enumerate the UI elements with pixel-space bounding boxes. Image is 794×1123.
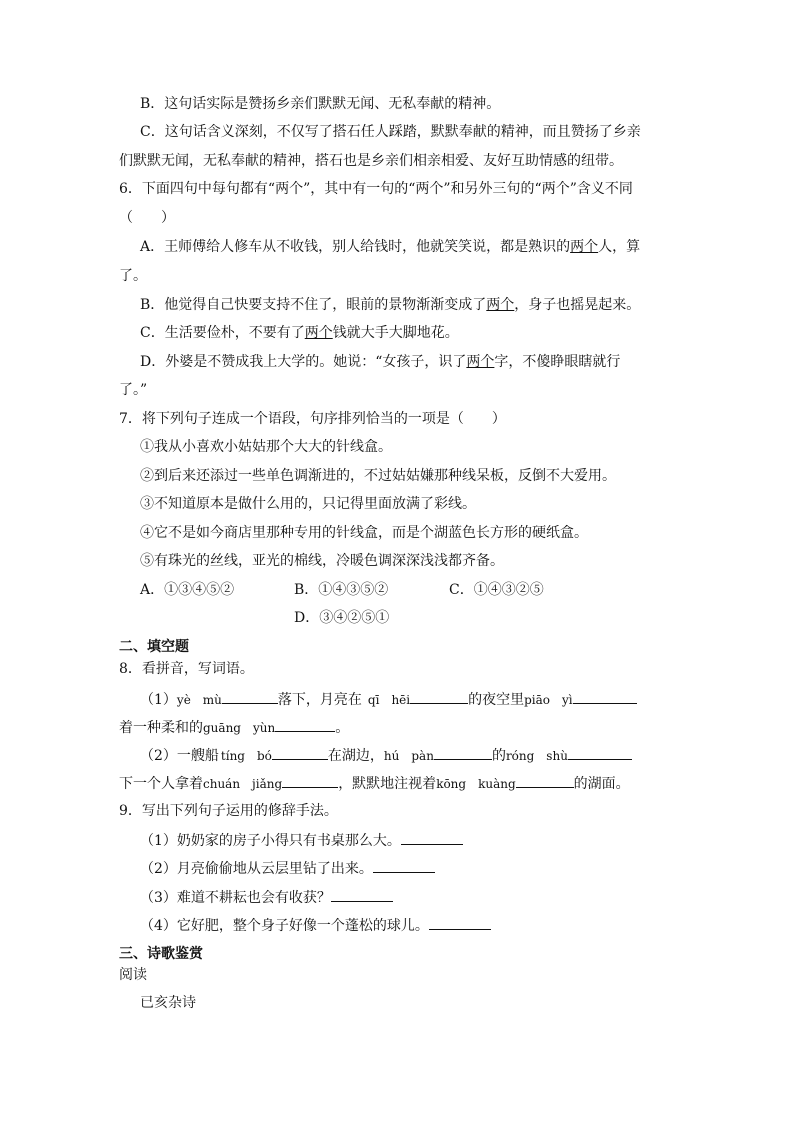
q8-text: 。 [335,720,350,736]
q6-option-d-underlined: 两个 [466,354,495,370]
q8-part1-label: （1） [140,692,177,708]
poem-title: 已亥杂诗 [140,995,196,1011]
q9-item-4-text: （4）它好肥，整个身子好像一个蓬松的球儿。 [140,918,429,934]
q6-option-b [140,295,640,315]
pinyin-hupan: hú pàn [383,749,434,763]
q8-text: 在湖边， [327,748,384,764]
answer-blank[interactable] [410,689,468,704]
pinyin-qihei: qī hēi [367,693,411,707]
section-heading-poetry: 三、诗歌鉴赏 [119,946,203,962]
q6-option-a-line2: 了。 [119,268,147,284]
reading-label: 阅读 [119,967,147,983]
q7-option-d: D．③④②⑤① [294,610,390,626]
answer-blank[interactable] [401,830,463,845]
q9-item-2 [140,858,435,879]
q9-item-3 [140,887,393,908]
q8-text: 的夜空里 [468,692,525,708]
answer-blank[interactable] [222,689,278,704]
pinyin-guangyun: guāng yùn [203,721,276,735]
q8-part1-line2 [119,717,349,738]
pinyin-piaoyi: piāo yì [524,693,573,707]
q7-sentence-3: ③不知道原本是做什么用的，只记得里面放满了彩线。 [140,496,476,512]
q6-option-b-text: B．他觉得自己快要支持不住了，眼前的景物渐渐变成了 [140,297,487,313]
pinyin-kongkuang: kōng kuàng [436,777,516,791]
q6-answer-paren: （ ） [119,210,175,226]
q8-text: 的湖面。 [573,776,630,792]
q9-item-1 [140,830,463,851]
q6-option-d-tail: 字，不傻睁眼瞎就行 [494,354,621,370]
q8-text: 着一种柔和的 [119,720,203,736]
q7-sentence-1: ①我从小喜欢小姑姑那个大大的针线盒。 [140,439,392,455]
pinyin-chuanjiang: chuán jiǎng [203,777,283,791]
q9-stem: 9．写出下列句子运用的修辞手法。 [119,803,338,819]
q9-item-2-text: （2）月亮偷偷地从云层里钻了出来。 [140,861,373,877]
answer-blank[interactable] [373,858,435,873]
answer-blank[interactable] [573,689,637,704]
q8-part2-label: （2）一艘船 [140,748,219,764]
q8-text: 的 [491,748,506,764]
q5-option-c-line2: 们默默无闻，无私奉献的精神，搭石也是乡亲们相亲相爱、友好互助情感的纽带。 [119,153,623,169]
q6-option-c-tail: 钱就大手大脚地花。 [332,325,459,341]
answer-blank[interactable] [568,745,632,760]
q9-item-1-text: （1）奶奶家的房子小得只有书桌那么大。 [140,833,401,849]
answer-blank[interactable] [434,745,492,760]
q6-option-a-tail: 人，算 [598,239,641,255]
q7-option-b: B．①④③⑤② [294,582,389,598]
q8-text: 下一个人拿着 [119,776,203,792]
q5-option-b: B．这句话实际是赞扬乡亲们默默无闻、无私奉献的精神。 [140,96,501,112]
answer-blank[interactable] [282,773,338,788]
q8-part2-line1 [140,745,632,766]
q6-option-d-text: D．外婆是不赞成我上大学的。她说：“女孩子，识了 [140,354,467,370]
q6-stem: 6．下面四句中每句都有“两个”，其中有一句的“两个”和另外三句的“两个”含义不同 [119,181,633,197]
pinyin-yemu: yè mù [176,693,222,707]
q6-option-a-underlined: 两个 [570,239,599,255]
q8-part2-line2 [119,773,630,794]
q6-option-c-text: C．生活要俭朴，不要有了 [140,325,305,341]
q7-sentence-4: ④它不是如今商店里那种专用的针线盒，而是个湖蓝色长方形的硬纸盒。 [140,525,588,541]
q8-text: ，默默地注视着 [338,776,437,792]
section-heading-fill-blank: 二、填空题 [119,639,189,655]
q6-option-b-tail: ，身子也摇晃起来。 [514,297,641,313]
q7-stem: 7．将下列句子连成一个语段，句序排列恰当的一项是（ ） [119,411,506,427]
answer-blank[interactable] [275,717,335,732]
q9-item-3-text: （3）难道不耕耘也会有收获？ [140,890,331,906]
q6-option-a-text: A．王师傅给人修车从不收钱，别人给钱时，他就笑笑说，都是熟识的 [140,239,571,255]
q6-option-d [140,352,620,372]
q9-item-4 [140,915,491,936]
q7-option-c: C．①④③②⑤ [449,582,544,598]
q7-sentence-2: ②到后来还添过一些单色调渐进的，不过姑姑嫌那种线呆板，反倒不大爱用。 [140,468,616,484]
q5-option-c-line1: C．这句话含义深刻，不仅写了搭石任人踩踏，默默奉献的精神，而且赞扬了乡亲 [140,124,641,140]
q7-sentence-5: ⑤有珠光的丝线，亚光的棉线，冷暖色调深深浅浅都齐备。 [140,553,504,569]
q8-text: 落下，月亮在 [277,692,362,708]
q7-option-a: A．①③④⑤② [140,582,235,598]
q6-option-c-underlined: 两个 [304,325,333,341]
answer-blank[interactable] [516,773,574,788]
answer-blank[interactable] [272,745,328,760]
q8-part1-line1 [140,689,637,710]
pinyin-tingbo: tíng bó [220,749,272,763]
q6-option-c [140,323,459,343]
answer-blank[interactable] [331,887,393,902]
pinyin-rongshu: róng shù [505,749,568,763]
q6-option-b-underlined: 两个 [486,297,515,313]
q8-stem: 8．看拼音，写词语。 [119,661,254,677]
q6-option-a [140,237,640,257]
q6-option-d-line2: 了。” [119,382,148,398]
answer-blank[interactable] [429,915,491,930]
